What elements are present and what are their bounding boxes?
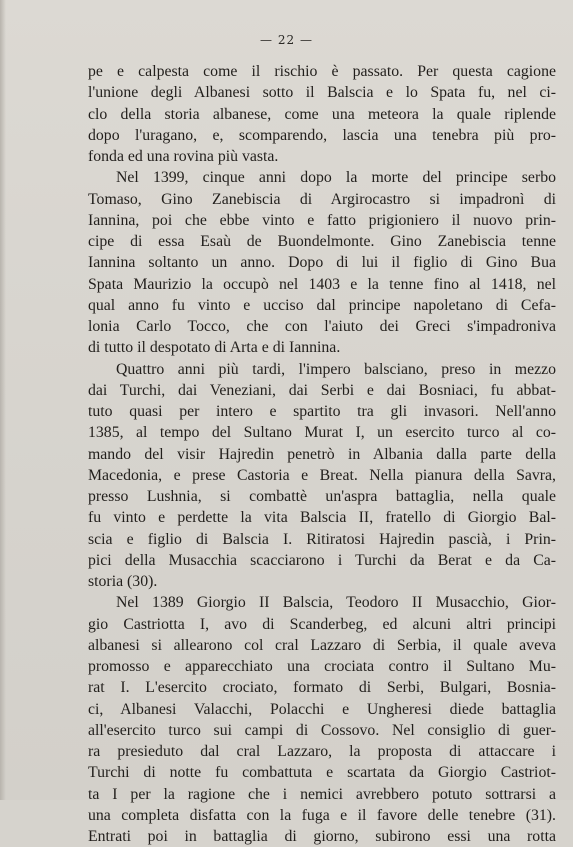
text-line: tuto quasi per intero e spartito tra gli invasori. Nell'anno [88,403,556,420]
text-line: all'esercito turco sui campi di Cossovo. Nel consiglio di guer- [88,721,556,739]
text-line: Entrati poi in battaglia di giorno, subirono essi una rotta [88,828,556,845]
body-text [88,61,556,847]
text-line: Nel 1389 Giorgio II Balscia, Teodoro II Musacchio, Gior- [116,594,556,612]
text-line: Spata Maurizio la occupò nel 1403 e la tenne fino al 1418, nel [88,275,556,293]
text-line: fonda ed una rovina più vasta. [88,148,279,165]
text-line: pici della Musacchia scacciarono i Turchi da Berat e da Ca- [88,551,556,569]
text-line: gio Castriotta I, avo di Scanderbeg, ed alcuni altri principi [88,615,556,633]
text-line: storia (30). [88,573,158,590]
text-line: Tomaso, Gino Zanebiscia di Argirocastro si impadronì di [88,190,556,208]
text-line: promosso e apparecchiato una crociata contro il Sultano Mu- [88,658,556,675]
text-line: Turchi di notte fu combattuta e scartata da Giorgio Castriot- [88,764,556,782]
text-line: Quattro anni più tardi, l'impero balsciano, preso in mezzo [116,360,556,378]
paragraph [88,61,556,167]
text-line: ta I per la ragione che i nemici avrebbero potuto sottrarsi a [88,785,556,803]
text-line: pe e calpesta come il rischio è passato. Per questa cagione [88,63,556,80]
paragraph [88,359,556,593]
text-line: di tutto il despotato di Arta e di Iannina. [88,339,341,357]
page-number: — 22 — [260,33,313,47]
text-line: mando del visir Hajredin penetrò in Albania dalla parte della [88,445,556,463]
text-line: 1385, al tempo del Sultano Murat I, un esercito turco al co- [88,424,556,442]
text-line: rat I. L'esercito crociato, formato di Serbi, Bulgari, Bosnia- [88,679,556,697]
text-line: cipe di essa Esaù de Buondelmonte. Gino Zanebiscia tenne [88,233,556,250]
text-line: Iannina soltanto un anno. Dopo di lui il figlio di Gino Bua [88,254,556,272]
text-line: clo della storia albanese, come una meteora la quale riplende [88,105,556,123]
paragraph [88,592,556,847]
text-line: ci, Albanesi Valacchi, Polacchi e Ungheresi diede battaglia [88,700,556,718]
text-line: lonia Carlo Tocco, che con l'aiuto dei Greci s'impadroniva [88,318,556,335]
text-line: fu vinto e perdette la vita Balscia II, fratello di Giorgio Bal- [88,509,556,527]
text-line: Macedonia, e prese Castoria e Breat. Nella pianura della Savra, [88,466,556,484]
text-line: una completa disfatta con la fuga e il favore delle tenebre (31). [88,806,556,824]
text-line: dai Turchi, dai Veneziani, dai Serbi e dai Bosniaci, fu abbat- [88,381,556,399]
text-line: qual anno fu vinto e ucciso dal principe napoletano di Cefa- [88,296,556,314]
text-line: ra presieduto dal cral Lazzaro, la proposta di attaccare i [88,743,556,760]
text-line: Iannina, poi che ebbe vinto e fatto prigioniero il nuovo prin- [88,211,556,229]
paragraph [88,167,556,358]
text-line: scia e figlio di Balscia I. Ritiratosi Hajredin pascià, i Prin- [88,530,556,548]
text-line: Nel 1399, cinque anni dopo la morte del principe serbo [116,169,556,187]
text-line: l'unione degli Albanesi sotto il Balscia e lo Spata fu, nel ci- [88,84,556,102]
text-line: dopo l'uragano, e, scomparendo, lascia una tenebra più pro- [88,126,556,144]
text-line: presso Lushnia, si combattè un'aspra battaglia, nella quale [88,488,556,505]
text-line: albanesi si allearono col cral Lazzaro di Serbia, il quale aveva [88,636,556,654]
